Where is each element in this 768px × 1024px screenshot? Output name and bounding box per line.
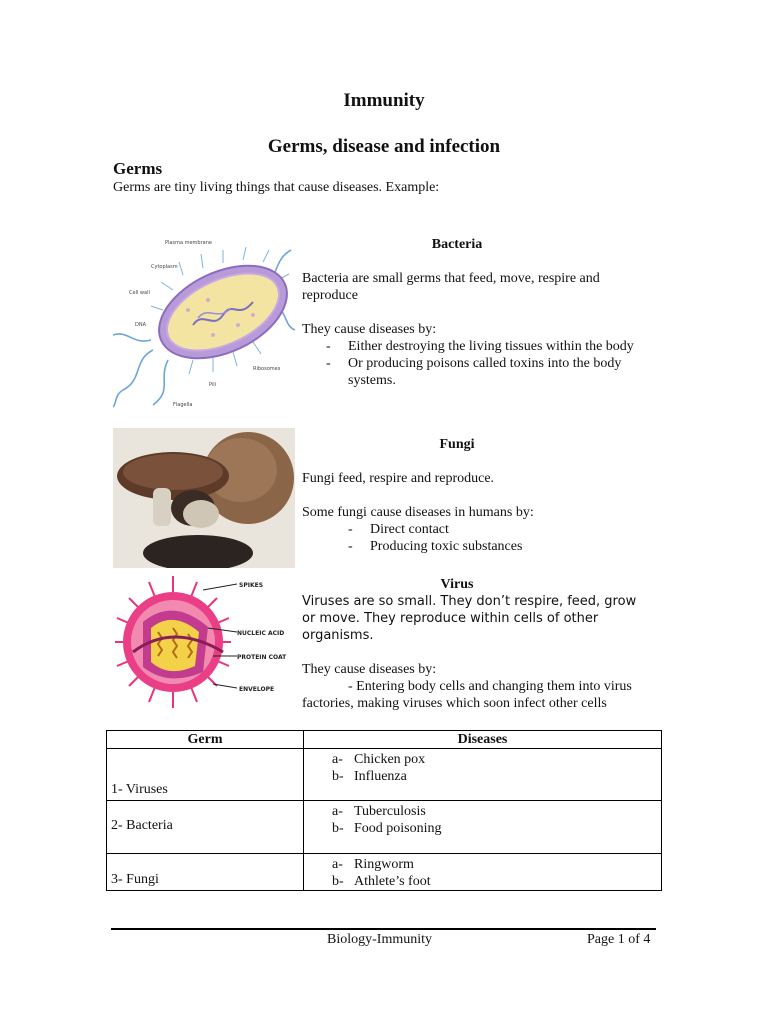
- germ-disease-table: [106, 730, 662, 891]
- virus-causes-text: - Entering body cells and changing them into virus factories, making viruses which soon infect other cells: [302, 679, 632, 711]
- fungi-section: [302, 436, 642, 555]
- bacteria-label-pili: Pili: [209, 382, 217, 388]
- bacteria-label-plasma-membrane: Plasma membrane: [165, 240, 212, 246]
- virus-section: [302, 576, 642, 712]
- virus-description: Viruses are so small. They don’t respire, feed, grow or move. They reproduce within cells of other organisms.: [302, 594, 637, 643]
- list-item: - Either destroying the living tissues within the body: [326, 339, 634, 354]
- intro-text: Germs are tiny living things that cause diseases. Example:: [113, 180, 440, 195]
- table-cell-diseases: a- Chicken pox b- Influenza: [304, 749, 662, 801]
- fungi-photo: [113, 428, 295, 568]
- bacteria-label-cell-wall: Cell wall: [129, 290, 150, 296]
- virus-causes-intro: They cause diseases by:: [302, 662, 437, 677]
- list-item: - Producing toxic substances: [348, 539, 523, 554]
- table-row: [107, 801, 662, 854]
- virus-heading: Virus: [440, 577, 474, 592]
- footer-course: Biology-Immunity: [327, 932, 432, 947]
- doc-subtitle: Germs, disease and infection: [267, 136, 501, 157]
- fungi-causes-list: [302, 521, 642, 555]
- footer-divider: [111, 928, 656, 930]
- footer-page-number: Page 1 of 4: [587, 932, 651, 947]
- list-item: - Direct contact: [348, 522, 449, 537]
- table-header-germ: Germ: [107, 731, 304, 749]
- virus-label-spikes: SPIKES: [239, 582, 264, 589]
- table-row: [107, 854, 662, 891]
- virus-label-envelope: ENVELOPE: [239, 686, 275, 693]
- virus-diagram: [113, 572, 295, 712]
- bacteria-description: Bacteria are small germs that feed, move, respire and reproduce: [302, 271, 600, 303]
- table-header-row: [107, 731, 662, 749]
- bacteria-diagram: [113, 230, 295, 410]
- list-item: - Or producing poisons called toxins into the body systems.: [326, 356, 622, 388]
- doc-title: Immunity: [343, 90, 425, 111]
- table-cell-germ: 1- Viruses: [107, 749, 304, 801]
- table-cell-diseases: a- Ringworm b- Athlete’s foot: [304, 854, 662, 891]
- bacteria-label-flagella: Flagella: [173, 402, 193, 408]
- table-cell-diseases: a- Tuberculosis b- Food poisoning: [304, 801, 662, 854]
- table-row: [107, 749, 662, 801]
- bacteria-heading: Bacteria: [431, 237, 483, 252]
- virus-label-protein-coat: PROTEIN COAT: [237, 654, 287, 661]
- bacteria-label-ribosomes: Ribosomes: [253, 366, 281, 372]
- bacteria-label-dna: DNA: [135, 322, 147, 328]
- table-cell-germ: 3- Fungi: [107, 854, 304, 891]
- table-cell-germ: 2- Bacteria: [107, 801, 304, 854]
- fungi-causes-intro: Some fungi cause diseases in humans by:: [302, 505, 534, 520]
- fungi-heading: Fungi: [439, 437, 475, 452]
- virus-label-nucleic-acid: NUCLEIC ACID: [237, 630, 285, 637]
- section-heading: Germs: [113, 159, 163, 178]
- bacteria-section: [302, 236, 642, 389]
- fungi-description: Fungi feed, respire and reproduce.: [302, 471, 495, 486]
- bacteria-label-cytoplasm: Cytoplasm: [151, 264, 178, 270]
- bacteria-causes-intro: They cause diseases by:: [302, 322, 437, 337]
- bacteria-causes-list: [302, 338, 642, 389]
- table-header-diseases: Diseases: [304, 731, 662, 749]
